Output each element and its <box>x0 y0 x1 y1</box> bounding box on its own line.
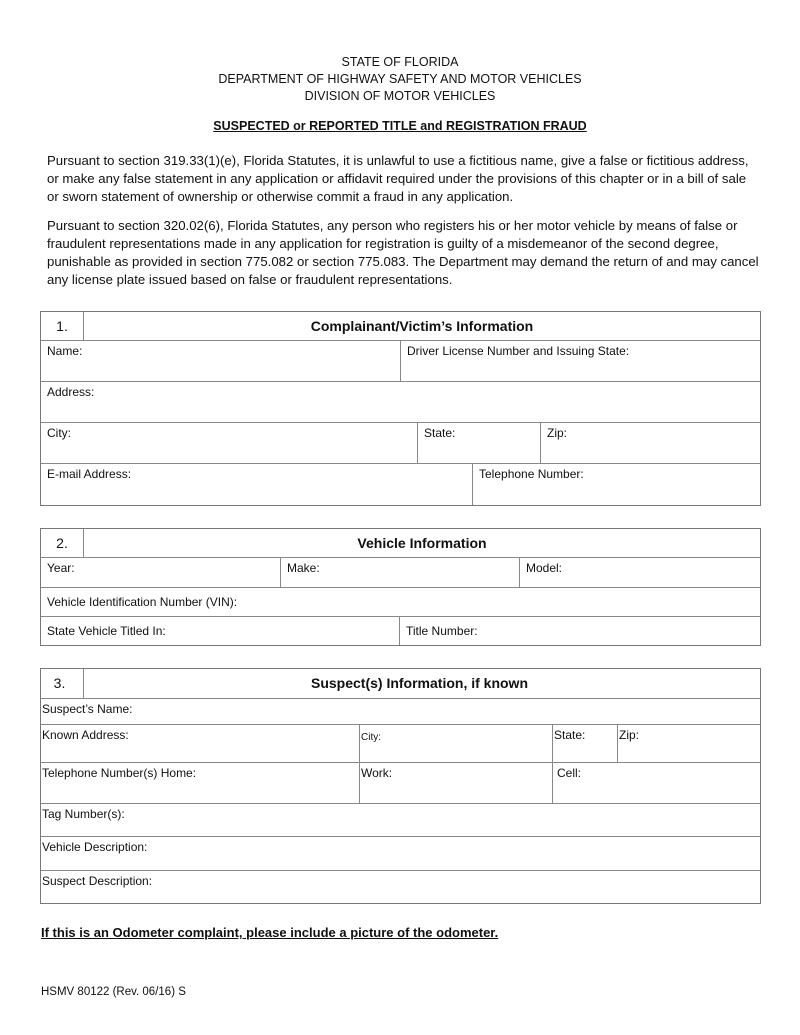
suspect-description-field[interactable]: Suspect Description: <box>42 874 153 888</box>
driver-license-field[interactable]: Driver License Number and Issuing State: <box>401 341 760 382</box>
suspect-city-field[interactable]: City: <box>360 725 553 763</box>
section-number: 2. <box>41 529 84 558</box>
complainant-email-field[interactable]: E-mail Address: <box>41 464 473 505</box>
section-complainant <box>40 311 761 506</box>
suspect-state-field[interactable]: State: <box>553 725 618 763</box>
suspect-cell-phone-field[interactable]: Cell: <box>553 763 760 804</box>
section-number: 3. <box>41 669 84 699</box>
header-department: DEPARTMENT OF HIGHWAY SAFETY AND MOTOR VEHICLES <box>218 72 582 86</box>
complainant-zip-field[interactable]: Zip: <box>541 423 760 464</box>
header-division: DIVISION OF MOTOR VEHICLES <box>304 89 496 103</box>
paragraph-319: Pursuant to section 319.33(1)(e), Florida Statutes, it is unlawful to use a fictitious name, give a false or fictitious address, or make any false statement in any application or affidavit required under the provisions of this chapter or in a bill of sale or sworn statement of ownership or otherwise commit a fraud in any application. <box>47 153 749 204</box>
form-footer: HSMV 80122 (Rev. 06/16) S <box>41 986 186 998</box>
tag-number-field[interactable]: Tag Number(s): <box>41 804 760 837</box>
complainant-phone-field[interactable]: Telephone Number: <box>479 467 584 481</box>
complainant-name-field[interactable]: Name: <box>41 341 401 382</box>
odometer-note: If this is an Odometer complaint, please include a picture of the odometer. <box>41 925 499 940</box>
section-title: Suspect(s) Information, if known <box>84 669 760 699</box>
vehicle-model-field[interactable]: Model: <box>520 558 760 588</box>
section-number: 1. <box>41 312 84 341</box>
vin-field[interactable]: Vehicle Identification Number (VIN): <box>41 588 760 617</box>
suspect-work-phone-field[interactable]: Work: <box>360 763 553 804</box>
suspect-zip-field[interactable]: Zip: <box>618 725 760 763</box>
suspect-address-field[interactable]: Known Address: <box>41 725 360 763</box>
vehicle-year-field[interactable]: Year: <box>41 558 281 588</box>
header-state: STATE OF FLORIDA <box>341 55 459 69</box>
form-title: SUSPECTED or REPORTED TITLE and REGISTRATION FRAUD <box>213 119 587 133</box>
suspect-name-field[interactable]: Suspect’s Name: <box>41 699 760 725</box>
paragraph-320: Pursuant to section 320.02(6), Florida Statutes, any person who registers his or her motor vehicle by means of false or fraudulent representations made in any application for registration is guilty of a misdemeanor of the second degree, punishable as provided in section 775.082 or section 775.083. The Department may demand the return of and may cancel any license plate issued based on false or fraudulent representations. <box>47 218 759 287</box>
complainant-city-field[interactable]: City: <box>41 423 418 464</box>
complainant-address-field[interactable]: Address: <box>41 382 760 423</box>
title-number-field[interactable]: Title Number: <box>406 624 478 638</box>
section-title: Complainant/Victim’s Information <box>84 312 760 341</box>
suspect-home-phone-field[interactable]: Telephone Number(s) Home: <box>41 763 360 804</box>
vehicle-description-field[interactable]: Vehicle Description: <box>41 837 760 871</box>
state-titled-field[interactable]: State Vehicle Titled In: <box>41 617 400 645</box>
vehicle-make-field[interactable]: Make: <box>281 558 520 588</box>
complainant-state-field[interactable]: State: <box>418 423 541 464</box>
section-vehicle <box>40 528 761 646</box>
section-suspect <box>40 668 761 904</box>
section-title: Vehicle Information <box>84 529 760 558</box>
